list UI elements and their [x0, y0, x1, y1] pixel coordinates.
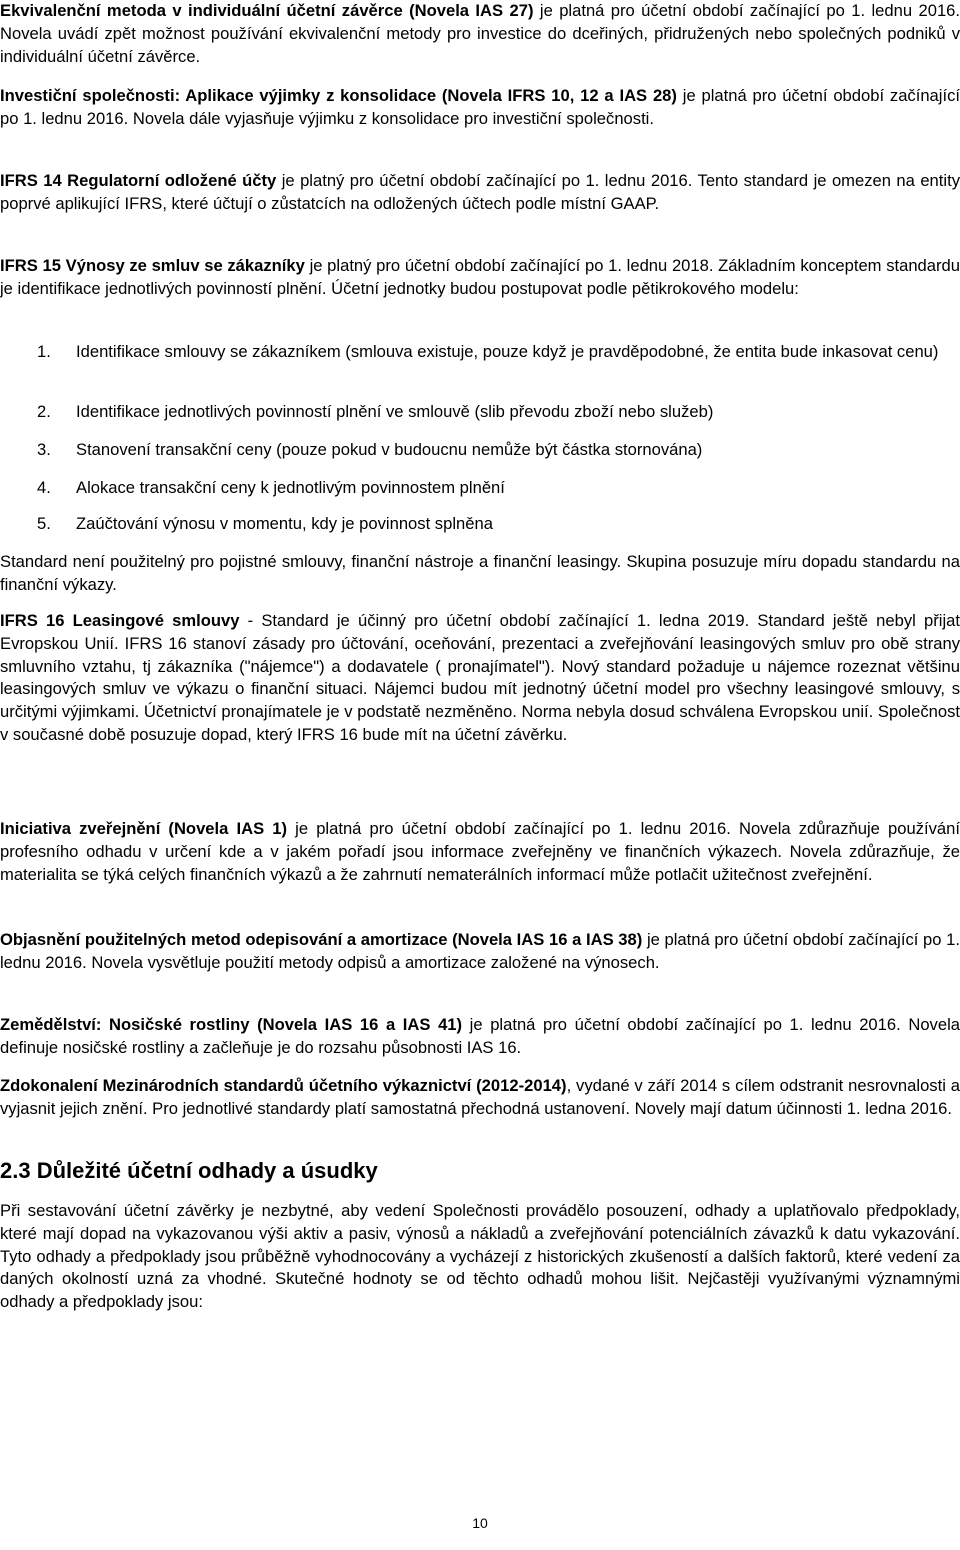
- list-item-number: 5.: [37, 514, 51, 533]
- paragraph-standard-scope: [0, 551, 960, 597]
- paragraph-body: je platná pro účetní období začínající po 1. lednu 2016. Novela definuje nosičské rostliny a začleňuje je do rozsahu působnosti IAS 16.: [0, 1015, 960, 1057]
- list-item-text: Stanovení transakční ceny (pouze pokud v budoucnu nemůže být částka stornována): [76, 440, 703, 459]
- paragraph-title: IFRS 15 Výnosy ze smluv se zákazníky: [0, 256, 305, 275]
- paragraph-estimates: [0, 1200, 960, 1314]
- paragraph-title: Iniciativa zveřejnění (Novela IAS 1): [0, 819, 288, 838]
- paragraph-body: je platná pro účetní období začínající po 1. lednu 2016. Novela dále vyjasňuje výjimku z konsolidace pro investiční společnosti.: [0, 86, 960, 128]
- paragraph-body: je platná pro účetní období začínající po 1. lednu 2016. Novela zdůrazňuje používání profesního odhadu v určení kde a v jakém pořadí jsou informace zveřejněny ve finančních výkazech. Novela zdůrazňuje, že materialita se týká celých finančních výkazů a že zahrnutí nematerálních informací může potlačit užitečnost zveřejnění.: [0, 819, 960, 884]
- paragraph-body: je platná pro účetní období začínající po 1. lednu 2016. Novela uvádí zpět možnost používání ekvivalenční metody pro investice do dceřiných, přidružených nebo společných podniků v individuální účetní závěrce.: [0, 1, 960, 66]
- paragraph-title: IFRS 14 Regulatorní odložené účty: [0, 171, 277, 190]
- paragraph-ias16-ias41: [0, 1014, 960, 1060]
- paragraph-ifrs10: [0, 85, 960, 131]
- list-item-number: 1.: [37, 342, 51, 361]
- paragraph-body: Standard není použitelný pro pojistné smlouvy, finanční nástroje a finanční leasingy. Skupina posuzuje míru dopadu standardu na finanční výkazy.: [0, 552, 960, 594]
- paragraph-body: je platný pro účetní období začínající po 1. lednu 2016. Tento standard je omezen na entity poprvé aplikující IFRS, které účtují o zůstatcích na odložených účtech podle místní GAAP.: [0, 171, 960, 213]
- paragraph-title: Objasnění použitelných metod odepisování a amortizace (Novela IAS 16 a IAS 38): [0, 930, 643, 949]
- list-item-text: Identifikace jednotlivých povinností plnění ve smlouvě (slib převodu zboží nebo služeb): [76, 402, 714, 421]
- list-item-number: 4.: [37, 478, 51, 497]
- paragraph-improvements: [0, 1075, 960, 1121]
- list-item-text: Zaúčtování výnosu v momentu, kdy je povinnost splněna: [76, 514, 493, 533]
- paragraph-ifrs15: [0, 255, 960, 301]
- paragraph-body: je platný pro účetní období začínající po 1. lednu 2018. Základním konceptem standardu je identifikace jednotlivých povinností plnění. Účetní jednotky budou postupovat podle pětikrokového modelu:: [0, 256, 960, 298]
- list-item-text: Alokace transakční ceny k jednotlivým povinnostem plnění: [76, 478, 505, 497]
- paragraph-title: Investiční společnosti: Aplikace výjimky z konsolidace (Novela IFRS 10, 12 a IAS 28): [0, 86, 677, 105]
- page-number: 10: [472, 1515, 488, 1531]
- paragraph-body: je platná pro účetní období začínající po 1. lednu 2016. Novela vysvětluje použití metody odpisů a amortizace založené na výnosech.: [0, 930, 960, 972]
- list-item-number: 3.: [37, 440, 51, 459]
- paragraph-ias1: [0, 818, 960, 886]
- paragraph-body: Při sestavování účetní závěrky je nezbytné, aby vedení Společnosti provádělo posouzení, odhady a uplatňovalo předpoklady, které mají dopad na vykazovanou výši aktiv a pasiv, výnosů a nákladů a zveřejňování potenciálních závazků k datu vykazování. Tyto odhady a předpoklady jsou průběžně vyhodnocovány a vycházejí z historických zkušeností a dalších faktorů, které vedení za daných okolností uzná za vhodné. Skutečné hodnoty se od těchto odhadů mohou lišit. Nejčastěji využívanými významnými odhady a předpoklady jsou:: [0, 1201, 960, 1312]
- paragraph-body: , vydané v září 2014 s cílem odstranit nesrovnalosti a vyjasnit jejich znění. Pro jednotlivé standardy platí samostatná přechodná ustanovení. Novely mají datum účinnosti 1. ledna 2016.: [0, 1076, 960, 1118]
- paragraph-body: - Standard je účinný pro účetní období začínající 1. ledna 2019. Standard ještě nebyl přijat Evropskou Unií. IFRS 16 stanoví zásady pro účtování, oceňování, prezentaci a zveřejňování leasingových smluv pro obě strany smluvního vztahu, tj zákazníka ("nájemce") a dodavatele ( pronajímatel"). Nový standard požaduje u nájemce rozeznat většinu leasingových smluv ve výkazu o finanční situaci. Nájemci budou mít jednotný účetní model pro všechny leasingové smlouvy, s určitými výjimkami. Účetnictví pronajímatele je v podstatě nezměněno. Norma nebyla dosud schválena Evropskou unií. Společnost v současné době posuzuje dopad, který IFRS 16 bude mít na účetní závěrku.: [0, 611, 960, 744]
- paragraph-title: Zemědělství: Nosičské rostliny (Novela IAS 16 a IAS 41): [0, 1015, 463, 1034]
- paragraph-ifrs14: [0, 170, 960, 216]
- section-heading: 2.3 Důležité účetní odhady a úsudky: [0, 1158, 378, 1183]
- list-item-number: 2.: [37, 402, 51, 421]
- paragraph-title: IFRS 16 Leasingové smlouvy: [0, 611, 240, 630]
- paragraph-ifrs16: [0, 610, 960, 747]
- paragraph-ias27: [0, 0, 960, 68]
- paragraph-title: Zdokonalení Mezinárodních standardů účetního výkaznictví (2012-2014): [0, 1076, 567, 1095]
- paragraph-title: Ekvivalenční metoda v individuální účetní závěrce (Novela IAS 27): [0, 1, 534, 20]
- list-item-text: Identifikace smlouvy se zákazníkem (smlouva existuje, pouze když je pravděpodobné, že entita bude inkasovat cenu): [76, 342, 939, 361]
- paragraph-ias16-ias38: [0, 929, 960, 975]
